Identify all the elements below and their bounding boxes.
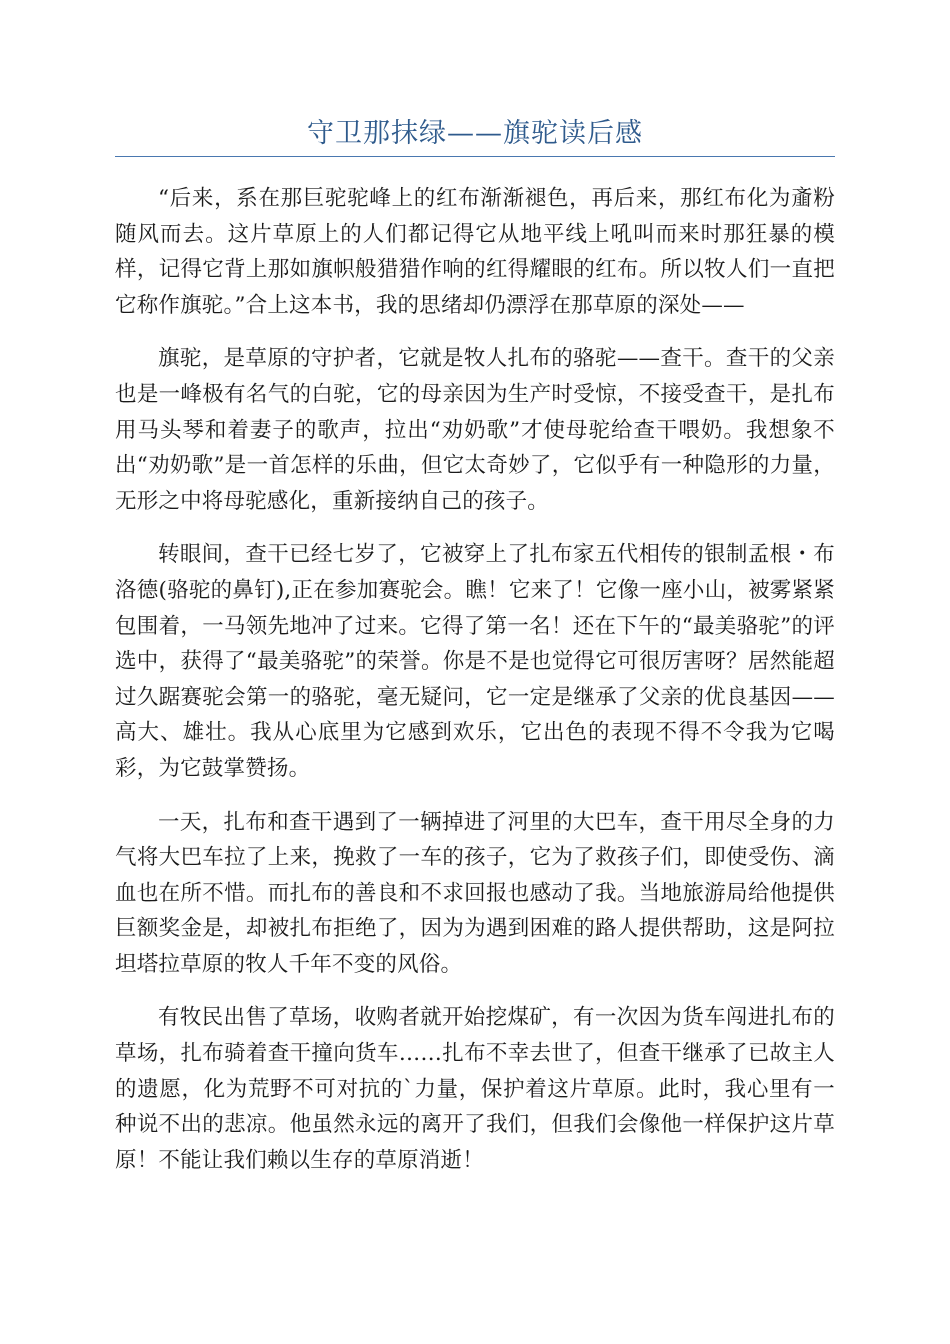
title-underline xyxy=(115,156,835,157)
document-body xyxy=(115,181,835,1178)
paragraph-3: 转眼间，查干已经七岁了，它被穿上了扎布家五代相传的银制孟根・布洛德(骆驼的鼻钉),正在参加赛驼会。瞧！它来了！它像一座小山，被雾紧紧包围着，一马领先地冲了过来。它得了第一名！还在下午的“最美骆驼”的评选中，获得了“最美骆驼”的荣誉。你是不是也觉得它可很厉害呀？居然能超过久踞赛驼会第一的骆驼，毫无疑问，它一定是继承了父亲的优良基因——高大、雄壮。我从心底里为它感到欢乐，它出色的表现不得不令我为它喝彩，为它鼓掌赞扬。 xyxy=(115,542,835,781)
paragraph-2: 旗驼，是草原的守护者，它就是牧人扎布的骆驼——查干。查干的父亲也是一峰极有名气的白驼，它的母亲因为生产时受惊，不接受查干，是扎布用马头琴和着妻子的歌声，拉出“劝奶歌”才使母驼给查干喂奶。我想象不出“劝奶歌”是一首怎样的乐曲，但它太奇妙了，它似乎有一种隐形的力量，无形之中将母驼感化，重新接纳自己的孩子。 xyxy=(115,346,835,514)
document-title: 守卫那抹绿——旗驼读后感 xyxy=(307,118,643,149)
paragraph-4: 一天，扎布和查干遇到了一辆掉进了河里的大巴车，查干用尽全身的力气将大巴车拉了上来，挽救了一车的孩子，它为了救孩子们，即使受伤、滴血也在所不惜。而扎布的善良和不求回报也感动了我。当地旅游局给他提供巨额奖金是，却被扎布拒绝了，因为为遇到困难的路人提供帮助，这是阿拉坦塔拉草原的牧人千年不变的风俗。 xyxy=(115,809,835,977)
paragraph-1: “后来，系在那巨驼驼峰上的红布渐渐褪色，再后来，那红布化为齑粉随风而去。这片草原上的人们都记得它从地平线上吼叫而来时那狂暴的模样，记得它背上那如旗帜般猎猎作响的红得耀眼的红布。所以牧人们一直把它称作旗驼。”合上这本书，我的思绪却仍漂浮在那草原的深处—— xyxy=(115,186,835,318)
document-page xyxy=(115,112,835,1196)
paragraph-5: 有牧民出售了草场，收购者就开始挖煤矿，有一次因为货车闯进扎布的草场，扎布骑着查干撞向货车……扎布不幸去世了，但查干继承了已故主人的遗愿，化为荒野不可对抗的`力量，保护着这片草原。此时，我心里有一种说不出的悲凉。他虽然永远的离开了我们，但我们会像他一样保护这片草原！不能让我们赖以生存的草原消逝！ xyxy=(115,1005,835,1173)
